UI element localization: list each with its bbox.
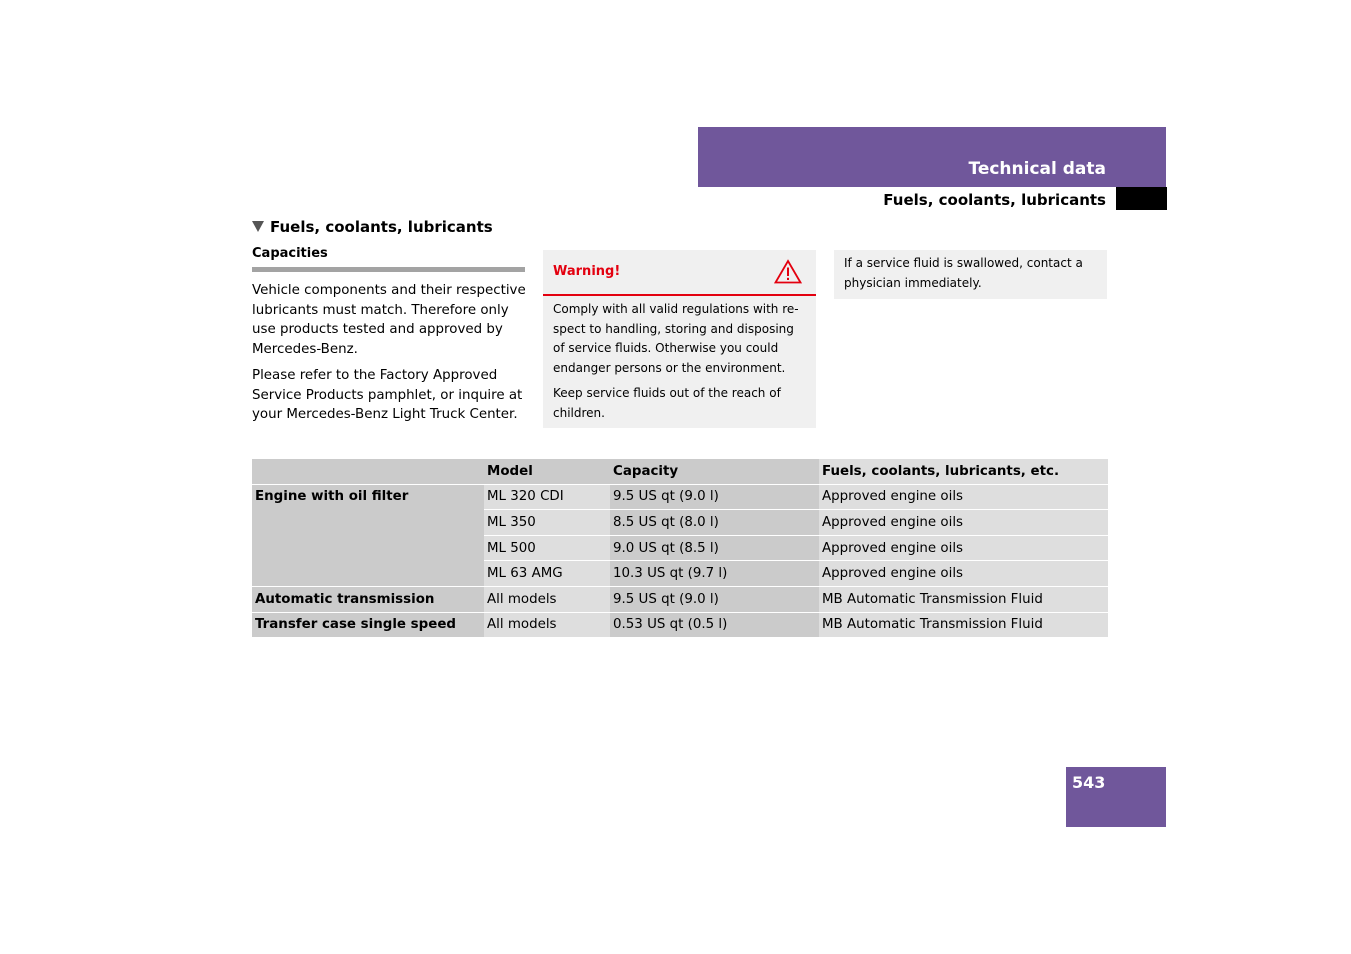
warning-triangle-icon	[774, 259, 802, 284]
capacity-cell: 8.5 US qt (8.0 l)	[610, 510, 819, 536]
fluid-cell: Approved engine oils	[819, 561, 1108, 587]
intro-paragraph: Please refer to the Factory Approved Service Products pamphlet, or inquire at your Mercedes-Benz Light Truck Center.	[252, 368, 523, 422]
section-title: Fuels, coolants, lubricants	[883, 191, 1106, 209]
capacities-table	[252, 459, 1108, 638]
subheading: Capacities	[252, 246, 525, 272]
capacity-cell: 0.53 US qt (0.5 l)	[610, 612, 819, 638]
warning-header	[543, 250, 816, 296]
model-cell: ML 350	[484, 510, 610, 536]
page-number-box	[1066, 767, 1166, 827]
table-row	[252, 484, 1108, 510]
table-row	[252, 586, 1108, 612]
intro-text	[252, 281, 528, 432]
fluid-cell: Approved engine oils	[819, 510, 1108, 536]
model-cell: All models	[484, 586, 610, 612]
capacity-cell: 9.5 US qt (9.0 l)	[610, 586, 819, 612]
warning-box	[543, 250, 816, 428]
row-group-label: Automatic transmission	[252, 586, 484, 612]
table-header-capacity: Capacity	[610, 459, 819, 484]
page-heading	[252, 218, 493, 236]
warning-body	[543, 296, 816, 423]
warning-paragraph: Keep service fluids out of the reach of children.	[553, 386, 781, 420]
model-cell: ML 320 CDI	[484, 484, 610, 510]
note-box: If a service fluid is swallowed, contact a physician immediately.	[834, 250, 1107, 299]
section-tab-marker	[1116, 187, 1167, 210]
fluid-cell: MB Automatic Transmission Fluid	[819, 586, 1108, 612]
capacity-cell: 9.0 US qt (8.5 l)	[610, 535, 819, 561]
table-header-model: Model	[484, 459, 610, 484]
model-cell: ML 500	[484, 535, 610, 561]
warning-label: Warning!	[553, 264, 621, 279]
table-header-row	[252, 459, 1108, 484]
page-number: 543	[1072, 773, 1106, 792]
table-row	[252, 612, 1108, 638]
table-header-fuels: Fuels, coolants, lubricants, etc.	[819, 459, 1108, 484]
chapter-title: Technical data	[968, 159, 1106, 179]
table-header-empty	[252, 459, 484, 484]
page-heading-text: Fuels, coolants, lubricants	[270, 218, 493, 236]
intro-paragraph: Vehicle components and their respective lubricants must match. Therefore only use products tested and approved by Mercedes-Benz.	[252, 283, 526, 357]
capacity-cell: 10.3 US qt (9.7 l)	[610, 561, 819, 587]
model-cell: ML 63 AMG	[484, 561, 610, 587]
fluid-cell: Approved engine oils	[819, 535, 1108, 561]
triangle-bullet-icon	[252, 221, 264, 232]
warning-paragraph: Comply with all valid regulations with re-spect to handling, storing and disposing of service fluids. Otherwise you could endanger persons or the environment.	[553, 302, 799, 375]
row-group-label: Transfer case single speed	[252, 612, 484, 638]
capacity-cell: 9.5 US qt (9.0 l)	[610, 484, 819, 510]
fluid-cell: Approved engine oils	[819, 484, 1108, 510]
model-cell: All models	[484, 612, 610, 638]
row-group-label: Engine with oil filter	[252, 484, 484, 586]
fluid-cell: MB Automatic Transmission Fluid	[819, 612, 1108, 638]
